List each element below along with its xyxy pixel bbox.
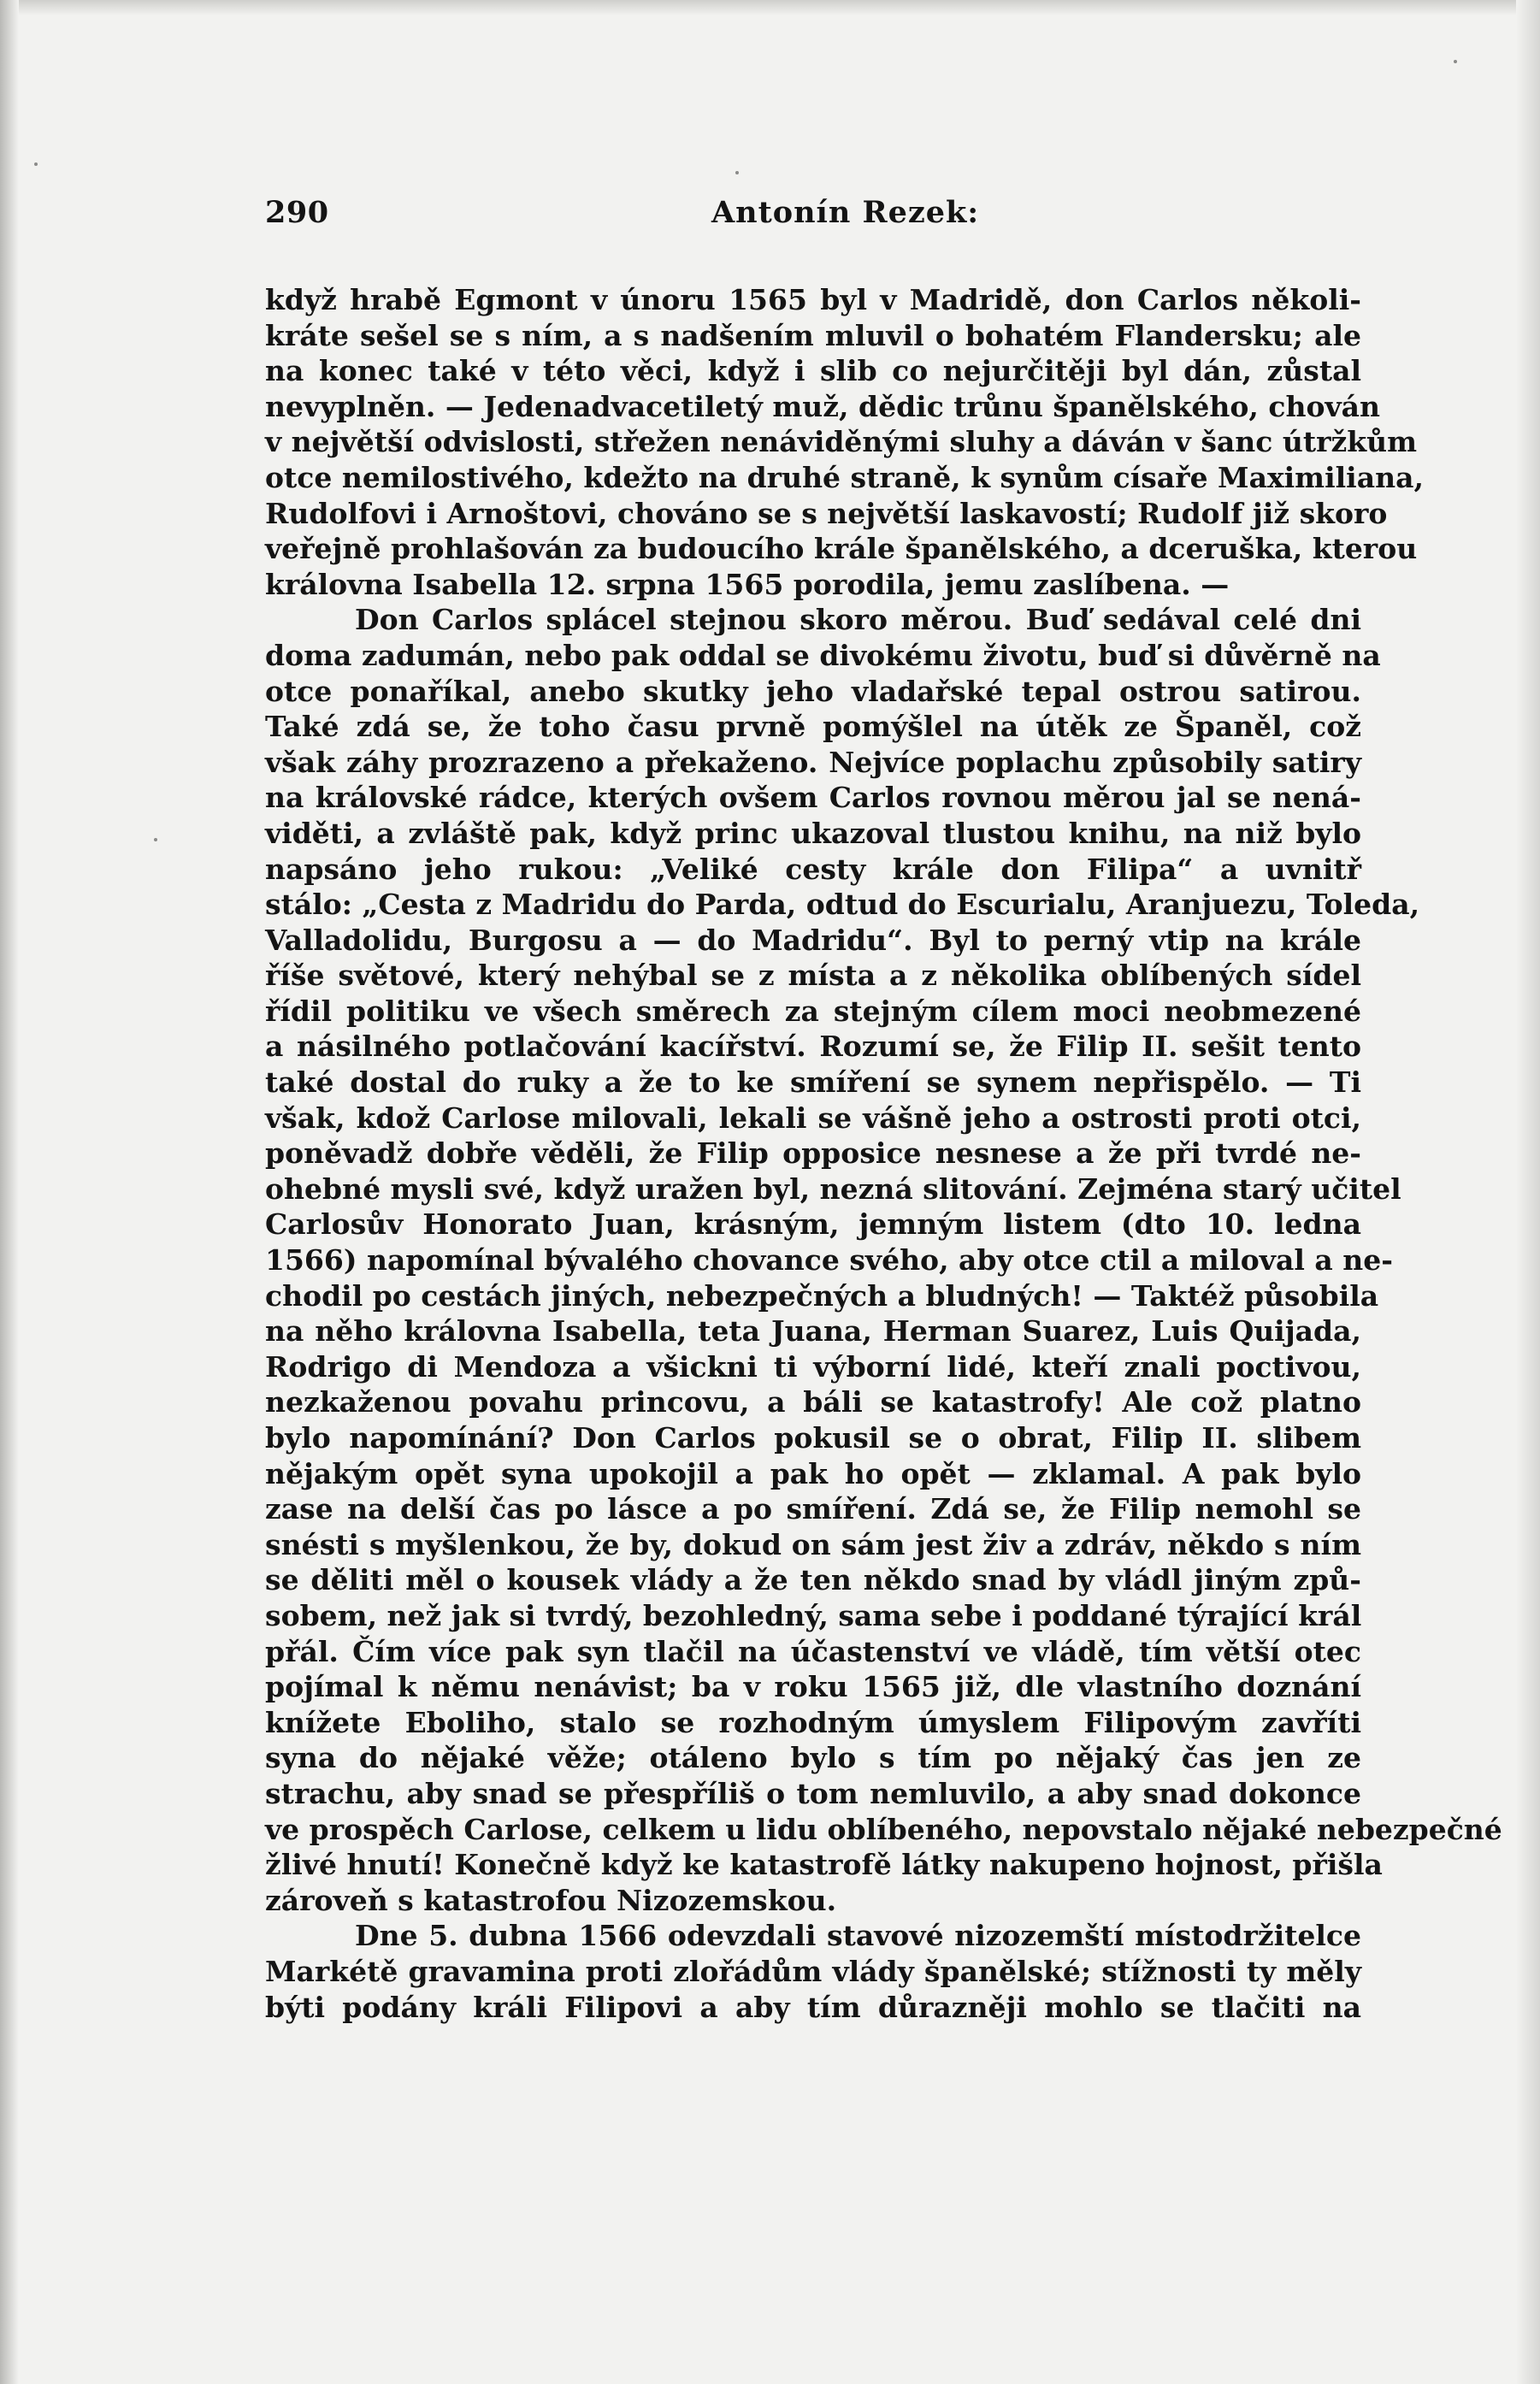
text-line: žlivé hnutí! Konečně když ke katastrofě látky nakupeno hojnost, přišla: [265, 1848, 1383, 1882]
text-line: v největší odvislosti, střežen nenáviděnými sluhy a dáván v šanc útržkům: [265, 425, 1418, 459]
text-line: nezkaženou povahu princovu, a báli se katastrofy! Ale což platno: [265, 1385, 1361, 1419]
scan-edge-right: [1516, 0, 1540, 2384]
text-line: Rudolfovi i Arnoštovi, chováno se s největší laskavostí; Rudolf již skoro: [265, 496, 1388, 530]
text-line: kráte sešel se s ním, a s nadšením mluvil o bohatém Flandersku; ale: [265, 318, 1361, 352]
text-line: strachu, aby snad se přespříliš o tom nemluvilo, a aby snad dokonce: [265, 1776, 1361, 1810]
scan-speck: [735, 171, 739, 174]
text-line: Markétě gravamina proti zlořádům vlády španělské; stížnosti ty měly: [265, 1954, 1361, 1988]
text-line: Rodrigo di Mendoza a všickni ti výborní lidé, kteří znali poctivou,: [265, 1349, 1361, 1384]
text-line: se děliti měl o kousek vlády a že ten někdo snad by vládl jiným způ-: [265, 1563, 1361, 1597]
text-line: zároveň s katastrofou Nizozemskou.: [265, 1883, 837, 1917]
text-line: řídil politiku ve všech směrech za stejným cílem moci neobmezené: [265, 994, 1361, 1028]
text-line: býti podány králi Filipovi a aby tím důrazněji mohlo se tlačiti na: [265, 1990, 1361, 2024]
text-line: stálo: „Cesta z Madridu do Parda, odtud do Escurialu, Aranjuezu, Toleda,: [265, 888, 1420, 922]
body-text: [265, 282, 1502, 2025]
text-line: nějakým opět syna upokojil a pak ho opět — zklamal. A pak bylo: [265, 1456, 1361, 1490]
text-line: veřejně prohlašován za budoucího krále španělského, a dceruška, kterou: [265, 532, 1418, 566]
scan-speck: [34, 162, 38, 166]
text-line: však záhy prozrazeno a překaženo. Nejvíce poplachu způsobily satiry: [265, 745, 1361, 779]
text-line: chodil po cestách jiných, nebezpečných a bludných! — Taktéž působila: [265, 1278, 1379, 1313]
text-line: ohebné mysli své, když uražen byl, nezná slitování. Zejména starý učitel: [265, 1171, 1401, 1206]
text-line: sobem, než jak si tvrdý, bezohledný, sama sebe i poddané týrající král: [265, 1598, 1362, 1632]
text-line: na něho královna Isabella, teta Juana, Herman Suarez, Luis Quijada,: [265, 1314, 1361, 1348]
text-line: však, kdož Carlose milovali, lekali se vášně jeho a ostrosti proti otci,: [265, 1101, 1361, 1135]
scan-edge-left: [0, 0, 19, 2384]
running-head: Antonín Rezek:: [711, 195, 980, 230]
page-header: [265, 195, 1361, 246]
text-line: doma zadumán, nebo pak oddal se divokému životu, buď si důvěrně na: [265, 638, 1381, 672]
page-number: 290: [265, 195, 329, 230]
text-line: otce ponaříkal, anebo skutky jeho vladařské tepal ostrou satirou.: [265, 674, 1361, 708]
text-line: nevyplněn. — Jedenadvacetiletý muž, dědic trůnu španělského, chován: [265, 389, 1380, 423]
text-line: na královské rádce, kterých ovšem Carlos rovnou měrou jal se nená-: [265, 781, 1361, 815]
text-line: a násilného potlačování kacířství. Rozumí se, že Filip II. sešit tento: [265, 1030, 1361, 1064]
text-line: Don Carlos splácel stejnou skoro měrou. Buď sedával celé dni: [355, 603, 1361, 637]
text-line: na konec také v této věci, když i slib co nejurčitěji byl dán, zůstal: [265, 354, 1361, 388]
text-line: Také zdá se, že toho času prvně pomýšlel na útěk ze Španěl, což: [265, 710, 1361, 744]
text-line: knížete Eboliho, stalo se rozhodným úmyslem Filipovým zavříti: [265, 1705, 1361, 1739]
text-line: zase na delší čas po lásce a po smíření. Zdá se, že Filip nemohl se: [265, 1492, 1361, 1526]
text-line: Carlosův Honorato Juan, krásným, jemným listem (dto 10. ledna: [265, 1207, 1361, 1242]
text-line: syna do nějaké věže; otáleno bylo s tím po nějaký čas jen ze: [265, 1741, 1361, 1775]
text-line: když hrabě Egmont v únoru 1565 byl v Madridě, don Carlos několi-: [265, 283, 1361, 316]
text-line: viděti, a zvláště pak, když princ ukazoval tlustou knihu, na niž bylo: [265, 816, 1361, 850]
text-line: také dostal do ruky a že to ke smíření se synem nepřispělo. — Ti: [265, 1065, 1361, 1100]
text-line: královna Isabella 12. srpna 1565 porodila, jemu zaslíbena. —: [265, 567, 1230, 601]
text-line: bylo napomínání? Don Carlos pokusil se o obrat, Filip II. slibem: [265, 1421, 1361, 1455]
text-line: 1566) napomínal bývalého chovance svého, aby otce ctil a miloval a ne-: [265, 1243, 1393, 1278]
scan-speck: [154, 838, 157, 841]
text-line: Dne 5. dubna 1566 odevzdali stavové nizozemští místodržitelce: [355, 1919, 1361, 1953]
text-line: Valladolidu, Burgosu a — do Madridu“. Byl to perný vtip na krále: [265, 923, 1361, 957]
text-line: říše světové, který nehýbal se z místa a z několika oblíbených sídel: [265, 959, 1361, 993]
text-line: poněvadž dobře věděli, že Filip opposice nesnese a že při tvrdé ne-: [265, 1136, 1361, 1171]
text-line: přál. Čím více pak syn tlačil na účastenství ve vládě, tím větší otec: [265, 1634, 1361, 1668]
text-line: snésti s myšlenkou, že by, dokud on sám jest živ a zdráv, někdo s ním: [265, 1527, 1361, 1561]
scan-speck: [1454, 60, 1457, 63]
text-line: ve prospěch Carlose, celkem u lidu oblíbeného, nepovstalo nějaké nebezpečné: [265, 1812, 1502, 1846]
scan-edge-top: [0, 0, 1540, 15]
text-line: otce nemilostivého, kdežto na druhé straně, k synům císaře Maximiliana,: [265, 460, 1424, 494]
text-line: pojímal k němu nenávist; ba v roku 1565 již, dle vlastního doznání: [265, 1670, 1361, 1704]
text-line: napsáno jeho rukou: „Veliké cesty krále don Filipa“ a uvnitř: [265, 852, 1361, 886]
